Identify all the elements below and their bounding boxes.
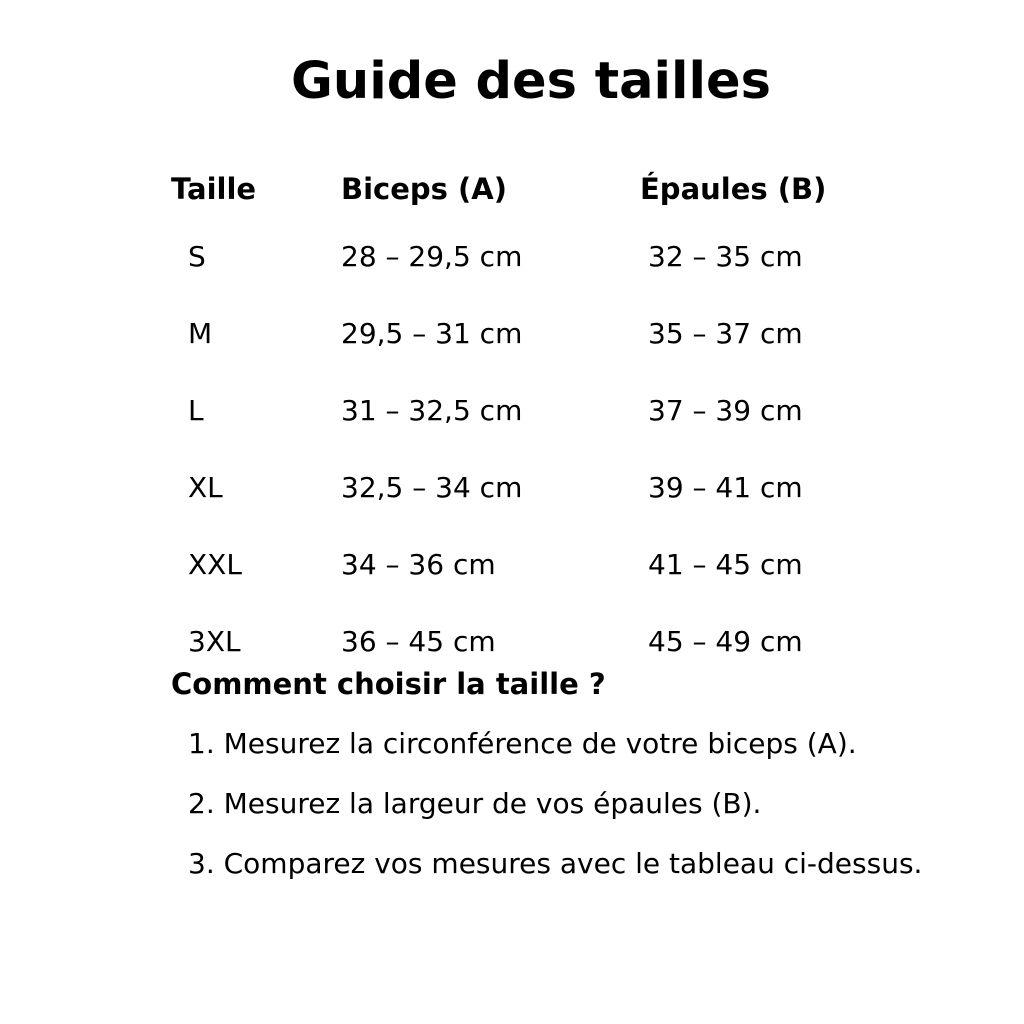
table-cell-size: M (188, 317, 213, 350)
table-cell-shoulders: 39 – 41 cm (648, 471, 803, 504)
header-biceps: Biceps (A) (341, 172, 507, 206)
table-cell-biceps: 28 – 29,5 cm (341, 240, 523, 273)
table-cell-size: S (188, 240, 206, 273)
table-cell-biceps: 32,5 – 34 cm (341, 471, 523, 504)
table-cell-shoulders: 35 – 37 cm (648, 317, 803, 350)
table-cell-shoulders: 45 – 49 cm (648, 625, 803, 658)
table-cell-size: 3XL (188, 625, 241, 658)
header-size: Taille (171, 172, 257, 206)
table-cell-size: L (188, 394, 204, 427)
table-cell-biceps: 36 – 45 cm (341, 625, 496, 658)
instruction-step: 3. Comparez vos mesures avec le tableau ci-dessus. (188, 847, 923, 880)
table-cell-shoulders: 32 – 35 cm (648, 240, 803, 273)
instruction-step: 1. Mesurez la circonférence de votre biceps (A). (188, 727, 857, 760)
table-cell-biceps: 31 – 32,5 cm (341, 394, 523, 427)
page-title: Guide des tailles (291, 52, 771, 111)
table-cell-size: XXL (188, 548, 242, 581)
instructions-heading: Comment choisir la taille ? (171, 667, 606, 701)
header-shoulders: Épaules (B) (640, 172, 827, 206)
instruction-step: 2. Mesurez la largeur de vos épaules (B). (188, 787, 762, 820)
table-cell-biceps: 29,5 – 31 cm (341, 317, 523, 350)
table-cell-shoulders: 41 – 45 cm (648, 548, 803, 581)
table-cell-shoulders: 37 – 39 cm (648, 394, 803, 427)
table-cell-biceps: 34 – 36 cm (341, 548, 496, 581)
table-cell-size: XL (188, 471, 223, 504)
